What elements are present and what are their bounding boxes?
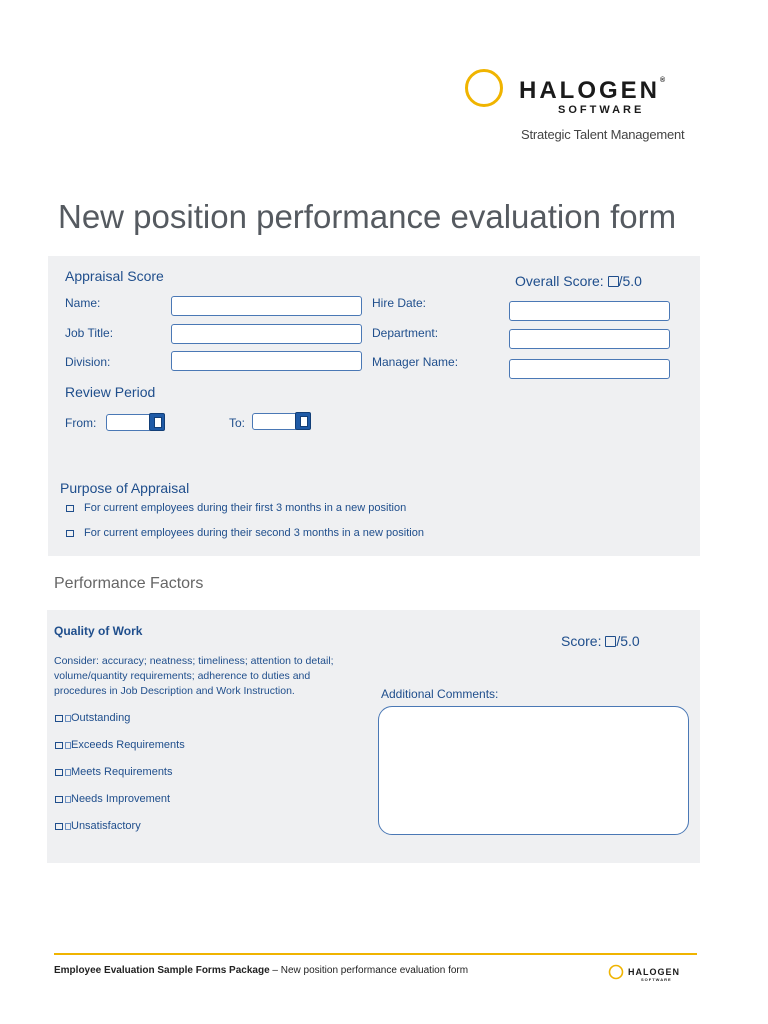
footer-text (54, 965, 468, 976)
job-title-label: Job Title: (65, 326, 114, 340)
logo-wordmark: HALOGEN® (519, 77, 666, 104)
factor-score-suffix: /5.0 (616, 633, 640, 649)
rating-checkbox[interactable] (55, 742, 63, 749)
halogen-logo-ring-icon (464, 68, 504, 108)
comments-label: Additional Comments: (381, 687, 499, 701)
rating-checkbox[interactable] (55, 769, 63, 776)
hire-date-field[interactable] (509, 301, 670, 321)
purpose-checkbox-2[interactable] (66, 530, 74, 537)
footer-logo-subtitle: SOFTWARE (641, 977, 672, 982)
from-label: From: (65, 416, 97, 430)
rating-option[interactable]: Needs Improvement (55, 793, 170, 805)
performance-factors-heading: Performance Factors (54, 575, 204, 592)
factor-score-checkbox[interactable] (605, 636, 616, 647)
rating-option[interactable]: Meets Requirements (55, 766, 173, 778)
purpose-option-2[interactable]: For current employees during their second 3 months in a new position (66, 527, 424, 539)
rating-option[interactable]: Exceeds Requirements (55, 739, 185, 751)
overall-score (515, 273, 642, 289)
footer-rest: – New position performance evaluation form (269, 965, 469, 976)
rating-checkbox[interactable] (55, 796, 63, 803)
purpose-checkbox-1[interactable] (66, 505, 74, 512)
name-field[interactable] (171, 296, 362, 316)
purpose-option-1[interactable]: For current employees during their first 3 months in a new position (66, 502, 406, 514)
comments-textarea[interactable] (378, 706, 689, 835)
rating-checkbox[interactable] (55, 715, 63, 722)
review-period-heading: Review Period (65, 384, 156, 400)
to-calendar-icon[interactable] (295, 412, 311, 430)
factor-score (561, 633, 640, 649)
hire-date-label: Hire Date: (372, 296, 427, 310)
footer-logo-ring-icon (608, 964, 624, 980)
logo-tagline: Strategic Talent Management (521, 127, 685, 142)
rating-option[interactable]: Unsatisfactory (55, 820, 141, 832)
page-title: New position performance evaluation form (58, 198, 677, 235)
purpose-heading: Purpose of Appraisal (60, 480, 190, 496)
overall-score-suffix: /5.0 (618, 273, 642, 289)
rating-checkbox[interactable] (55, 823, 63, 830)
manager-name-label: Manager Name: (372, 355, 459, 369)
department-field[interactable] (509, 329, 670, 349)
overall-score-label: Overall Score: (515, 273, 604, 289)
manager-name-field[interactable] (509, 359, 670, 379)
job-title-field[interactable] (171, 324, 362, 344)
department-label: Department: (372, 326, 439, 340)
logo-subtitle: SOFTWARE (558, 104, 645, 116)
footer-bold: Employee Evaluation Sample Forms Package (54, 965, 270, 976)
name-label: Name: (65, 296, 101, 310)
from-calendar-icon[interactable] (149, 413, 165, 431)
rating-option[interactable]: Outstanding (55, 712, 130, 724)
factor-score-label: Score: (561, 633, 602, 649)
factor-title: Quality of Work (54, 624, 143, 638)
division-field[interactable] (171, 351, 362, 371)
from-date-field[interactable] (106, 414, 152, 431)
to-date-field[interactable] (252, 413, 298, 430)
overall-score-checkbox[interactable] (608, 276, 619, 287)
footer-logo-wordmark: HALOGEN (628, 967, 680, 977)
to-label: To: (229, 416, 246, 430)
footer-rule (54, 953, 697, 955)
division-label: Division: (65, 355, 111, 369)
appraisal-score-heading: Appraisal Score (65, 268, 164, 284)
consider-text: Consider: accuracy; neatness; timeliness; attention to detail; volume/quantity requirements; adherence to duties and procedures in Job Description and Work Instruction. (54, 655, 334, 697)
